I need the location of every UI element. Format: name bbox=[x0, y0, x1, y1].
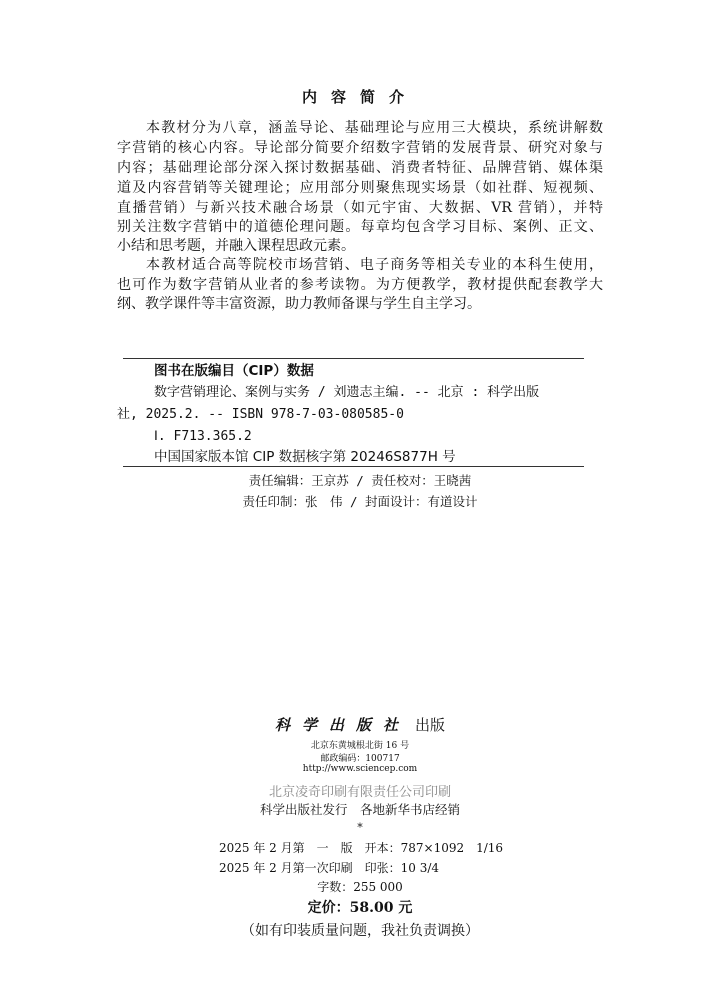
publisher-postcode: 邮政编码：100717 bbox=[320, 754, 400, 764]
cip-line: 社, 2025.2. -- ISBN 978-7-03-080585-0 bbox=[117, 407, 404, 422]
cip-line: 数字营销理论、案例与实务 / 刘遗志主编. -- 北京 : 科学出版 bbox=[154, 385, 540, 400]
price: 定价：58.00 元 bbox=[307, 900, 413, 916]
intro-line: 小结和思考题，并融入课程思政元素。 bbox=[117, 238, 355, 254]
separator-star: * bbox=[357, 821, 363, 834]
intro-line: 内容；基础理论部分深入探讨数据基础、消费者特征、品牌营销、媒体渠 bbox=[117, 160, 603, 176]
publisher-suffix: 出版 bbox=[415, 716, 446, 734]
edition-info: 2025 年 2 月第 一 版 开本：787×1092 1/16 bbox=[219, 841, 504, 855]
intro-title: 内容简介 bbox=[301, 88, 418, 106]
printing-info: 2025 年 2 月第一次印刷 印张：10 3/4 bbox=[219, 861, 440, 875]
cip-top-rule bbox=[123, 358, 584, 359]
intro-line: 纲、教学课件等丰富资源，助力教师备课与学生自主学习。 bbox=[117, 296, 481, 312]
printer: 北京凌奇印刷有限责任公司印刷 bbox=[268, 785, 451, 800]
intro-line: 本教材分为八章，涵盖导论、基础理论与应用三大模块，系统讲解数 bbox=[146, 120, 603, 136]
intro-line: 道及内容营销等关键理论；应用部分则聚焦现实场景（如社群、短视频、 bbox=[117, 180, 603, 196]
publisher-url: http://www.sciencep.com bbox=[302, 764, 418, 774]
editor-credit: 责任编辑：王京苏 / 责任校对：王晓茜 bbox=[248, 473, 472, 488]
production-credit: 责任印制：张 伟 / 封面设计：有道设计 bbox=[242, 494, 478, 509]
quality-notice: （如有印装质量问题，我社负责调换） bbox=[241, 923, 479, 939]
cip-bottom-rule bbox=[123, 466, 584, 467]
intro-line: 别关注数字营销中的道德伦理问题。每章均包含学习目标、案例、正文、 bbox=[117, 219, 603, 235]
cip-line: Ⅰ. F713.365.2 bbox=[154, 429, 252, 444]
intro-line: 字营销的核心内容。导论部分简要介绍数字营销的发展背景、研究对象与 bbox=[117, 140, 603, 156]
publisher-line bbox=[0, 714, 720, 735]
intro-line: 直播营销）与新兴技术融合场景（如元宇宙、大数据、VR 营销），并特 bbox=[117, 200, 603, 216]
intro-line: 本教材适合高等院校市场营销、电子商务等相关专业的本科生使用， bbox=[146, 257, 603, 273]
publisher-logo: 科学出版社 bbox=[274, 716, 410, 734]
cip-heading: 图书在版编目（CIP）数据 bbox=[154, 363, 314, 379]
word-count: 字数：255 000 bbox=[317, 880, 403, 894]
distribution: 科学出版社发行 各地新华书店经销 bbox=[259, 802, 460, 817]
cip-line: 中国国家版本馆 CIP 数据核字第 20246S877H 号 bbox=[154, 449, 456, 465]
publisher-address: 北京东黄城根北街 16 号 bbox=[310, 741, 410, 751]
intro-line: 也可作为数字营销从业者的参考读物。为方便教学，教材提供配套教学大 bbox=[117, 277, 603, 293]
